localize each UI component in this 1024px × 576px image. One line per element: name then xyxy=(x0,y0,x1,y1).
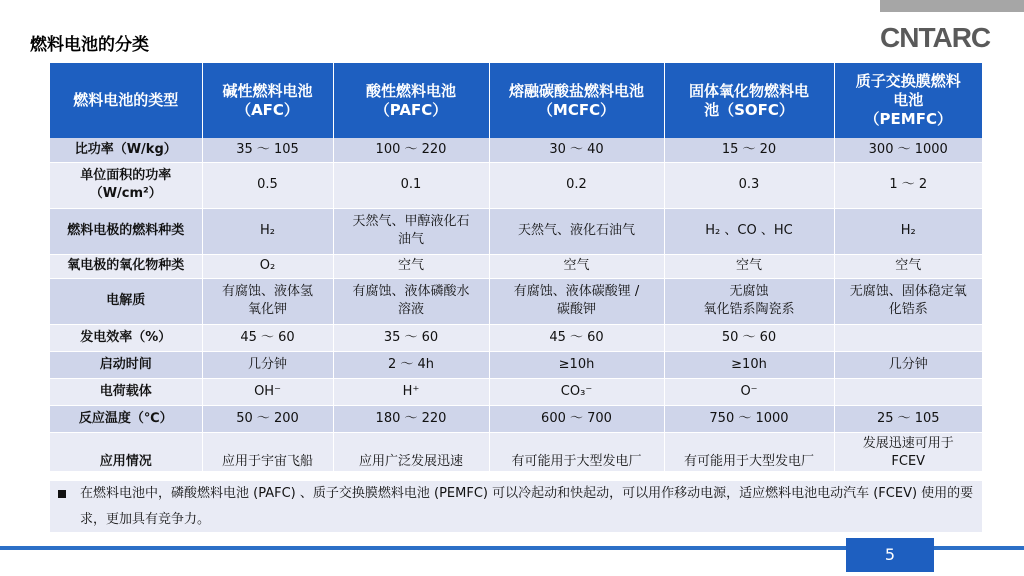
table-cell: H₂ 、CO 、HC xyxy=(664,208,834,254)
table-row xyxy=(50,162,982,208)
top-right-gray-bar xyxy=(880,0,1024,12)
table-cell: 有腐蚀、液体碳酸锂 / 碳酸钾 xyxy=(489,278,664,324)
table-cell: 0.1 xyxy=(333,162,489,208)
header-cell: 质子交换膜燃料 电池 （PEMFC） xyxy=(834,63,982,138)
table-cell: 有腐蚀、液体磷酸水 溶液 xyxy=(333,278,489,324)
table-cell: H₂ xyxy=(202,208,333,254)
header-cell: 碱性燃料电池 （AFC） xyxy=(202,63,333,138)
table-cell: 1 ～ 2 xyxy=(834,162,982,208)
row-label-cell: 燃料电极的燃料种类 xyxy=(50,208,202,254)
table-cell: O₂ xyxy=(202,254,333,278)
table-cell: 35 ～ 60 xyxy=(333,324,489,351)
note-box xyxy=(50,481,982,532)
header-cell: 酸性燃料电池 （PAFC） xyxy=(333,63,489,138)
table-row xyxy=(50,378,982,405)
table-cell: H⁺ xyxy=(333,378,489,405)
table-cell: H₂ xyxy=(834,208,982,254)
table-cell: 几分钟 xyxy=(202,351,333,378)
table-cell xyxy=(834,378,982,405)
table-cell: OH⁻ xyxy=(202,378,333,405)
table-cell: 300 ～ 1000 xyxy=(834,138,982,162)
table-row xyxy=(50,138,982,162)
cntarc-logo xyxy=(880,22,1004,52)
table-row xyxy=(50,351,982,378)
table-row xyxy=(50,432,982,471)
table-cell: 750 ～ 1000 xyxy=(664,405,834,432)
table-cell: ≥10h xyxy=(489,351,664,378)
table-cell: 45 ～ 60 xyxy=(489,324,664,351)
table-cell: 无腐蚀 氧化锆系陶瓷系 xyxy=(664,278,834,324)
table-cell: 2 ～ 4h xyxy=(333,351,489,378)
row-label-cell: 反应温度（℃） xyxy=(50,405,202,432)
page-title: 燃料电池的分类 xyxy=(30,35,149,55)
table-cell: CO₃⁻ xyxy=(489,378,664,405)
table-cell: 30 ～ 40 xyxy=(489,138,664,162)
table-cell: 几分钟 xyxy=(834,351,982,378)
table-cell: 发展迅速可用于 FCEV xyxy=(834,432,982,471)
table-row xyxy=(50,254,982,278)
table-row xyxy=(50,324,982,351)
table-cell: 0.5 xyxy=(202,162,333,208)
row-label-cell: 电解质 xyxy=(50,278,202,324)
note-text: 在燃料电池中，磷酸燃料电池 (PAFC) 、质子交换膜燃料电池 (PEMFC) 可以冷起动和快起动，可以用作移动电源，适应燃料电池电动汽车 (FCEV) 使用的要求，更加具有竞争力。 xyxy=(80,486,974,527)
row-label-cell: 氧电极的氧化物种类 xyxy=(50,254,202,278)
table-cell: 应用广泛发展迅速 xyxy=(333,432,489,471)
table-cell: 空气 xyxy=(834,254,982,278)
table-row xyxy=(50,278,982,324)
header-cell: 熔融碳酸盐燃料电池 （MCFC） xyxy=(489,63,664,138)
table-cell: 有可能用于大型发电厂 xyxy=(489,432,664,471)
row-label-cell: 比功率（W/kg） xyxy=(50,138,202,162)
row-label-cell: 应用情况 xyxy=(50,432,202,471)
table-cell: 空气 xyxy=(489,254,664,278)
table-cell: 100 ～ 220 xyxy=(333,138,489,162)
row-label-cell: 电荷载体 xyxy=(50,378,202,405)
header-cell: 固体氧化物燃料电 池（SOFC） xyxy=(664,63,834,138)
table-header-row xyxy=(50,63,982,138)
table-cell: 45 ～ 60 xyxy=(202,324,333,351)
table-cell: 天然气、液化石油气 xyxy=(489,208,664,254)
table-cell: 600 ～ 700 xyxy=(489,405,664,432)
table-cell xyxy=(834,324,982,351)
table-row xyxy=(50,405,982,432)
fuel-cell-classification-table xyxy=(50,63,982,472)
row-label-cell: 启动时间 xyxy=(50,351,202,378)
row-label-cell: 发电效率（%） xyxy=(50,324,202,351)
table-cell: 15 ～ 20 xyxy=(664,138,834,162)
table-cell: 有可能用于大型发电厂 xyxy=(664,432,834,471)
table-cell: 35 ～ 105 xyxy=(202,138,333,162)
header-cell: 燃料电池的类型 xyxy=(50,63,202,138)
table-cell: 有腐蚀、液体氢 氧化钾 xyxy=(202,278,333,324)
row-label-cell: 单位面积的功率 （W/cm²） xyxy=(50,162,202,208)
page-number: 5 xyxy=(846,538,934,572)
table-cell: 天然气、甲醇液化石 油气 xyxy=(333,208,489,254)
table-cell: 应用于宇宙飞船 xyxy=(202,432,333,471)
table-cell: 0.3 xyxy=(664,162,834,208)
table-cell: 0.2 xyxy=(489,162,664,208)
table-row xyxy=(50,208,982,254)
table-cell: 50 ～ 60 xyxy=(664,324,834,351)
table-cell: 180 ～ 220 xyxy=(333,405,489,432)
table-cell: 空气 xyxy=(664,254,834,278)
table-cell: ≥10h xyxy=(664,351,834,378)
table-cell: 50 ～ 200 xyxy=(202,405,333,432)
bullet-square-icon xyxy=(58,490,66,498)
table-cell: 25 ～ 105 xyxy=(834,405,982,432)
table-cell: O⁻ xyxy=(664,378,834,405)
table-cell: 无腐蚀、固体稳定氧 化锆系 xyxy=(834,278,982,324)
table-cell: 空气 xyxy=(333,254,489,278)
logo-text: CNTARC xyxy=(880,22,991,52)
